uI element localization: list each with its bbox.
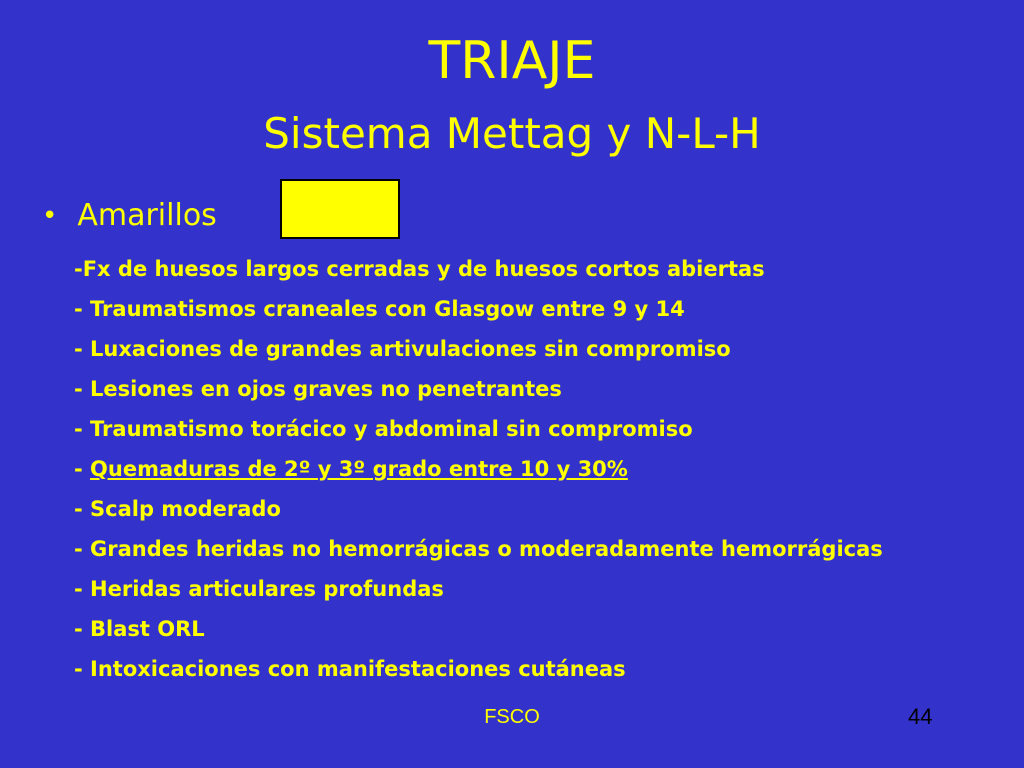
slide-title: TRIAJE (428, 31, 596, 91)
list-item-text: - Lesiones en ojos graves no penetrantes (74, 377, 562, 401)
list-item (74, 250, 974, 290)
list-item-text: - Intoxicaciones con manifestaciones cutáneas (74, 657, 626, 681)
bullet-amarillos (42, 196, 217, 236)
page-number: 44 (908, 704, 933, 729)
list-item (74, 530, 974, 570)
yellow-color-swatch (280, 179, 400, 239)
list-item (74, 610, 974, 650)
list-item (74, 330, 974, 370)
list-item-link-text[interactable]: Quemaduras de 2º y 3º grado entre 10 y 30% (90, 457, 628, 481)
list-item-text: - Traumatismo torácico y abdominal sin compromiso (74, 417, 693, 441)
list-item (74, 490, 974, 530)
list-item-text: -Fx de huesos largos cerradas y de huesos cortos abiertas (74, 257, 765, 281)
bullet-dot-icon: • (42, 201, 58, 231)
list-item-prefix: - (74, 457, 91, 481)
list-item (74, 290, 974, 330)
list-item-text: - Heridas articulares profundas (74, 577, 444, 601)
list-item-text: - Traumatismos craneales con Glasgow entre 9 y 14 (74, 297, 685, 321)
list-item (74, 570, 974, 610)
list-item-text: - Luxaciones de grandes artivulaciones sin compromiso (74, 337, 731, 361)
list-item-text: - Scalp moderado (74, 497, 281, 521)
footer-text: FSCO (484, 706, 540, 728)
list-item (74, 410, 974, 450)
list-item-text: - Grandes heridas no hemorrágicas o moderadamente hemorrágicas (74, 537, 883, 561)
item-list (74, 250, 974, 690)
list-item (74, 370, 974, 410)
list-item (74, 450, 974, 490)
list-item-text: - Blast ORL (74, 617, 205, 641)
slide-subtitle: Sistema Mettag y N-L-H (263, 109, 761, 158)
bullet-label: Amarillos (77, 198, 217, 233)
list-item (74, 650, 974, 690)
